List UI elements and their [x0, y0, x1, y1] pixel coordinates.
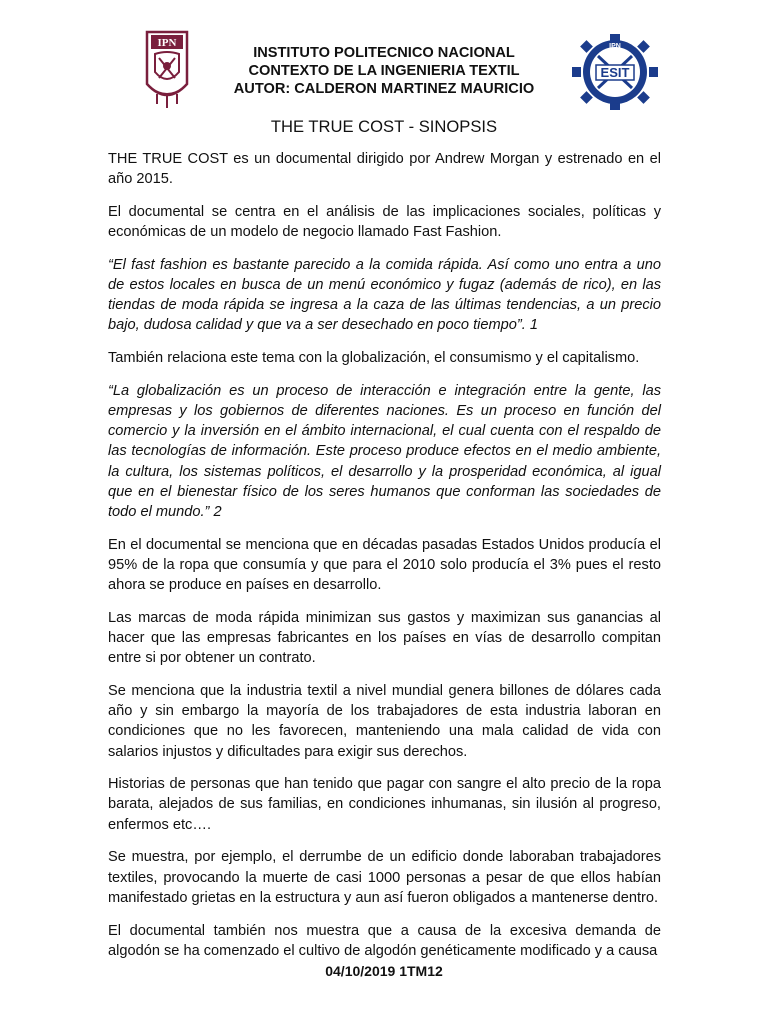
author-line: AUTOR: CALDERON MARTINEZ MAURICIO	[233, 81, 535, 97]
paragraph-stories-tail: enfermos etc….	[108, 816, 212, 833]
document-title: THE TRUE COST - SINOPSIS	[270, 117, 498, 136]
paragraph-intro: THE TRUE COST es un documental dirigido por Andrew Morgan y estrenado en el año 2015.	[108, 151, 661, 188]
quote-fast-fashion	[108, 255, 661, 336]
quote-text: “La globalización es un proceso de interacción e integración entre la gente, las empresas y los gobiernos de diferentes naciones. Es un proceso en función del comercio y la inversión en el ámbito internacional, el cual cuenta con el respaldo de las tecnologías de información. Este proceso produce efectos en el medio ambiente, la cultura, los sistemas políticos, el desarrollo y la prosperidad económica, al igual que en el bienestar físico de los seres humanos que conforman las sociedades de	[108, 382, 661, 500]
quote-text: “El fast fashion es bastante parecido a la comida rápida. Así como uno entra a uno de estos locales en busca de un menú económico y fugaz (además de rico), en las tiendas de moda rápida se ingresa a la caza de las últimas tendencias, a un precio	[108, 256, 661, 314]
document-footer: 04/10/2019 1TM12	[325, 963, 443, 979]
document-header	[200, 44, 568, 98]
paragraph-cotton: El documental también nos muestra que a causa de la excesiva demanda de algodón se ha comenzado el cultivo de algodón genéticamente modificado y a causa	[108, 922, 661, 959]
paragraph-stories	[108, 774, 661, 835]
esit-logo-icon	[572, 34, 658, 110]
paragraph-stories-main: Historias de personas que han tenido que pagar con sangre el alto precio de la ropa barata, alejados de sus familias, en condiciones inhumanas, sin ilusión al progreso,	[108, 776, 661, 813]
quote-tail: todo el mundo.” 2	[108, 504, 222, 521]
esit-logo-top-text: IPN	[609, 43, 621, 50]
quote-tail: bajo, dudosa calidad y que va a ser desechado en poco tiempo”. 1	[108, 317, 538, 334]
esit-logo-text: ESIT	[600, 65, 630, 80]
paragraph-collapse: Se muestra, por ejemplo, el derrumbe de un edificio donde laboraban trabajadores textiles, provocando la muerte de casi 1000 personas a pesar de que ellos habían manifestado grietas en la estructura y aun así fueron obligados a mantenerse dentro.	[108, 849, 661, 906]
ipn-logo-icon	[143, 26, 191, 110]
paragraph-industry: Se menciona que la industria textil a nivel mundial genera billones de dólares cada año y sin embargo la mayoría de los trabajadores de esta industria laboran en condiciones que no les favorecen, manteniendo una mala calidad de vida con salarios injustos y dificultades para exigir sus derechos.	[108, 682, 661, 760]
paragraph-globalization: También relaciona este tema con la globalización, el consumismo y el capitalismo.	[108, 350, 640, 367]
institution-name: INSTITUTO POLITECNICO NACIONAL	[253, 45, 515, 61]
paragraph-brands: Las marcas de moda rápida minimizan sus gastos y maximizan sus ganancias al hacer que las empresas fabricantes en los países en vías de desarrollo compitan entre si por obtener un contrato.	[108, 609, 661, 667]
paragraph-production: En el documental se menciona que en décadas pasadas Estados Unidos producía el 95% de la ropa que consumía y que para el 2010 solo producía el 3% pues el resto ahora se produce en países en desarrollo.	[108, 536, 661, 594]
paragraph-focus: El documental se centra en el análisis de las implicaciones sociales, políticas y económicas de un modelo de negocio llamado Fast Fashion.	[108, 203, 661, 241]
quote-globalization	[108, 381, 661, 522]
document-body	[108, 149, 661, 973]
ipn-logo-text: IPN	[157, 37, 177, 49]
course-name: CONTEXTO DE LA INGENIERIA TEXTIL	[248, 63, 520, 79]
